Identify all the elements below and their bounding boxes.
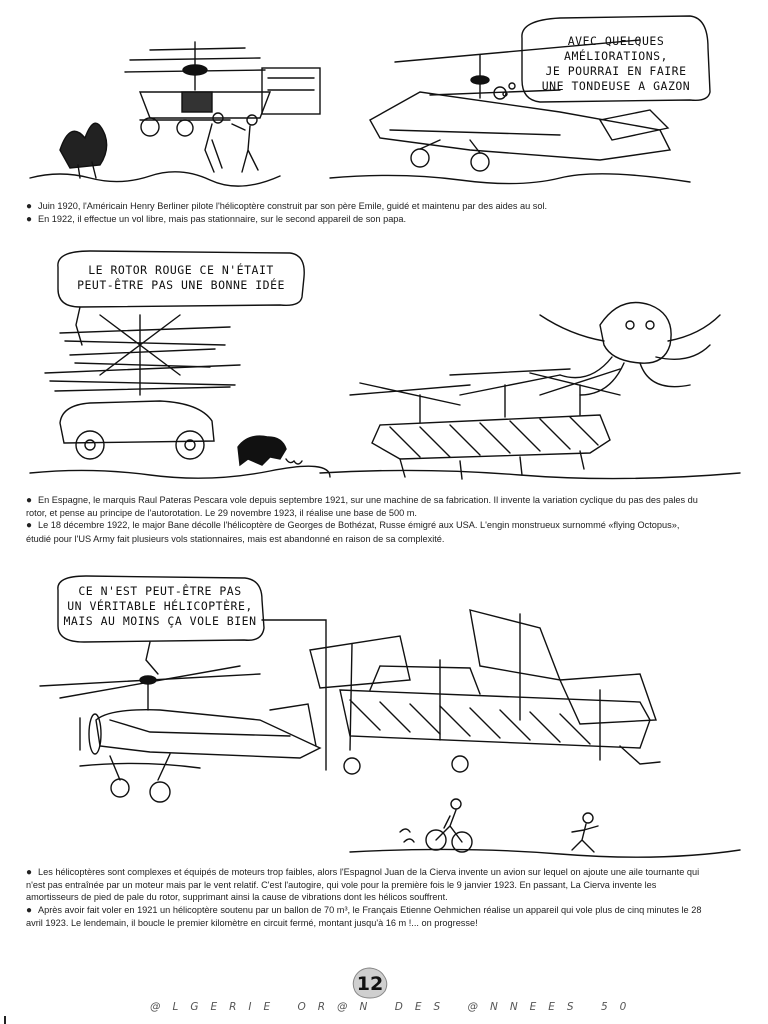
speech-bubble-text [60,584,260,629]
panel-pescara-bothezat [0,245,768,490]
panel-cierva-oehmichen [0,570,768,860]
caption-paragraph: ● Juin 1920, l'Américain Henry Berliner pilote l'hélicoptère construit par son père Emile, guidé et maintenu par des aides au sol. [26,201,548,212]
bubble-line: CE N'EST PEUT-ÊTRE PAS [78,584,242,598]
caption-text: En 1922, il effectue un vol libre, mais pas stationnaire, sur le second appareil de son papa. [38,214,407,225]
bubble-line: AMÉLIORATIONS, [564,49,668,63]
edge-mark [4,1016,6,1024]
bubble-line: UN VÉRITABLE HÉLICOPTÈRE, [67,599,253,613]
bubble-line: MAIS AU MOINS ÇA VOLE BIEN [63,614,257,628]
caption-paragraph: ● Après avoir fait voler en 1921 un hélicoptère soutenu par un ballon de 70 m³, le Français Etienne Oehmichen réalise un appareil qui vole plus de cinq minutes le 28 avril 1923. Le lendemain, il boucle le premier kilomètre en circuit fermé, montant jusqu'à 16 m !... on progresse! [26,904,702,928]
bubble-line: JE POURRAI EN FAIRE [545,64,687,78]
caption-text: Juin 1920, l'Américain Henry Berliner pilote l'hélicoptère construit par son père Emile, guidé et maintenu par des aides au sol. [38,201,548,211]
bubble-line: PEUT-ÊTRE PAS UNE BONNE IDÉE [77,278,285,292]
panel-berliner [0,0,768,195]
caption-text: En Espagne, le marquis Raul Pateras Pescara vole depuis septembre 1921, sur une machine de sa fabrication. Il invente la variation cyclique du pas des pales du rotor, et pense au principe de l'autorotation. Le 29 novembre 1923, il réalise une base de 500 m. [26,495,698,519]
caption-paragraph: ● Les hélicoptères sont complexes et équipés de moteurs trop faibles, alors l'Espagnol Juan de la Cierva invente un avion sur lequel on ajoute une aile tournante qui n'est pas entraînée par un moteur mais par le vent relatif. C'est l'autogire, qui vole pour la première fois le 9 janvier 1923. En passant, La Cierva invente les amortisseurs de pied de pale du rotor, supprimant ainsi la cause de vibrations dont les hélicos souffrent. [26,867,700,903]
caption-pescara-bothezat [26,494,702,545]
caption-paragraph: ● En Espagne, le marquis Raul Pateras Pescara vole depuis septembre 1921, sur une machine de sa fabrication. Il invente la variation cyclique du pas des pales du rotor, et pense au principe de l'autorotation. Le 29 novembre 1923, il réalise une base de 500 m. [26,495,698,519]
bubble-line: LE ROTOR ROUGE CE N'ÉTAIT [88,263,274,277]
caption-cierva-oehmichen [26,866,702,929]
berliner-helicopter-illustration [0,0,768,195]
caption-text: Le 18 décembre 1922, le major Bane décolle l'hélicoptère de Georges de Bothézat, Russe émigré aux USA. L'engin monstrueux surnommé «flying Octopus», étudié pour l'US Army fait plusieurs vols stationnaires, mais est abandonné en raison de sa complexité. [26,520,680,544]
bubble-line: AVEC QUELQUES [567,34,665,48]
caption-text: Les hélicoptères sont complexes et équipés de moteurs trop faibles, alors l'Espagnol Juan de la Cierva invente un avion sur lequel on ajoute une aile tournante qui n'est pas entraînée par un moteur mais par le vent relatif. C'est l'autogire, qui vole pour la première fois le 9 janvier 1923. En passant, La Cierva invente les amortisseurs de pied de pale du rotor, supprimant ainsi la cause de vibrations dont les hélicos souffrent. [26,867,700,903]
speech-bubble-text [530,34,702,94]
caption-paragraph: ● Le 18 décembre 1922, le major Bane décolle l'hélicoptère de Georges de Bothézat, Russe émigré aux USA. L'engin monstrueux surnommé «flying Octopus», étudié pour l'US Army fait plusieurs vols stationnaires, mais est abandonné en raison de sa complexité. [26,520,680,544]
caption-text: Après avoir fait voler en 1921 un hélicoptère soutenu par un ballon de 70 m³, le Français Etienne Oehmichen réalise un appareil qui vole plus de cinq minutes le 28 avril 1923. Le lendemain, il boucle le premier kilomètre en circuit fermé, montant jusqu'à 16 m !... on progresse! [26,904,702,928]
footer-title: @LGERIE OR@N DES @NNEES 50 [150,1001,639,1013]
bubble-line: UNE TONDEUSE A GAZON [541,79,691,93]
caption-berliner [26,200,702,226]
caption-paragraph: ● En 1922, il effectue un vol libre, mais pas stationnaire, sur le second appareil de son papa. [26,214,407,226]
page-number: 12 [356,973,384,995]
speech-bubble-text [62,263,300,293]
page-number-badge [350,966,390,1000]
